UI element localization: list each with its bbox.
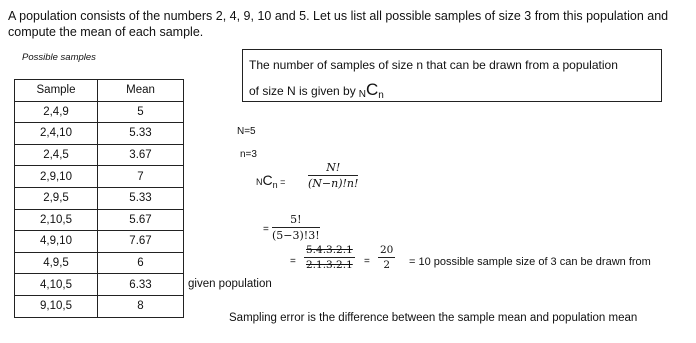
samples-table: [14, 79, 184, 318]
symbol-N: N: [358, 89, 366, 100]
header-mean: Mean: [98, 80, 184, 102]
sample-cell: 9,10,5: [15, 295, 98, 317]
step3-denominator: 2.1.3.2.1: [306, 259, 353, 271]
mean-cell: 5.33: [98, 123, 184, 145]
formula-numerator: N!: [308, 161, 358, 176]
step3-fraction-2: [378, 244, 395, 271]
step2-denominator: (5−3)!3!: [272, 229, 320, 242]
mean-cell: 7.67: [98, 231, 184, 253]
table-row: [15, 101, 184, 123]
mean-cell: 6.33: [98, 274, 184, 296]
given-n: n=3: [240, 149, 257, 160]
table-row: [15, 144, 184, 166]
table-row: [15, 166, 184, 188]
sample-cell: 4,9,5: [15, 252, 98, 274]
formula-equals: =: [280, 177, 286, 187]
formula-N: N: [256, 177, 263, 187]
definition-line-2: [249, 80, 384, 100]
mean-cell: 3.67: [98, 144, 184, 166]
step3-denominator-2: 2: [383, 259, 391, 271]
step3-numerator: 5.4.3.2.1: [306, 244, 353, 256]
sample-cell: 4,10,5: [15, 274, 98, 296]
formula-C: C: [262, 172, 273, 188]
sample-cell: 4,9,10: [15, 231, 98, 253]
table-header-row: [15, 80, 184, 102]
header-sample: Sample: [15, 80, 98, 102]
table-row: [15, 123, 184, 145]
table-row: [15, 209, 184, 231]
given-N: N=5: [237, 126, 256, 137]
step2-equals: =: [263, 224, 269, 235]
formula-n: n: [272, 180, 278, 190]
mean-cell: 8: [98, 295, 184, 317]
symbol-n: n: [378, 90, 384, 101]
sample-cell: 2,10,5: [15, 209, 98, 231]
intro-line-2: compute the mean of each sample.: [8, 25, 204, 39]
step3-numerator-2: 20: [380, 244, 394, 256]
step3-result: = 10 possible sample size of 3 can be drawn from: [409, 256, 651, 268]
symbol-C: C: [365, 80, 379, 99]
mean-cell: 5.33: [98, 187, 184, 209]
definition-prefix: of size N is given by: [249, 84, 356, 98]
table-row: [15, 252, 184, 274]
step3-fraction: [304, 244, 355, 271]
mean-cell: 7: [98, 166, 184, 188]
table-row: [15, 231, 184, 253]
formula-fraction: [308, 161, 358, 190]
sample-cell: 2,4,5: [15, 144, 98, 166]
sample-cell: 2,4,9: [15, 101, 98, 123]
mean-cell: 6: [98, 252, 184, 274]
possible-samples-label: Possible samples: [22, 52, 96, 63]
step2-numerator: 5!: [272, 213, 320, 228]
intro-text: [8, 8, 668, 40]
table-row: [15, 187, 184, 209]
mean-cell: 5.67: [98, 209, 184, 231]
sample-cell: 2,9,10: [15, 166, 98, 188]
step3-equals: =: [290, 256, 296, 267]
sampling-error-text: Sampling error is the difference between the sample mean and population mean: [229, 312, 638, 324]
intro-line-1: A population consists of the numbers 2, 4, 9, 10 and 5. Let us list all possible samples of size 3 from this population and: [8, 9, 669, 23]
mean-cell: 5: [98, 101, 184, 123]
given-population-text: given population: [188, 278, 272, 290]
definition-box: [242, 49, 662, 102]
definition-line-1: The number of samples of size n that can be drawn from a population: [249, 58, 618, 72]
formula-lhs: [256, 172, 285, 188]
step3-equals-2: =: [364, 256, 370, 267]
sample-cell: 2,4,10: [15, 123, 98, 145]
table-row: [15, 274, 184, 296]
table-row: [15, 295, 184, 317]
step2-fraction: [272, 213, 320, 242]
sample-cell: 2,9,5: [15, 187, 98, 209]
formula-denominator: (N−n)!n!: [308, 177, 359, 190]
